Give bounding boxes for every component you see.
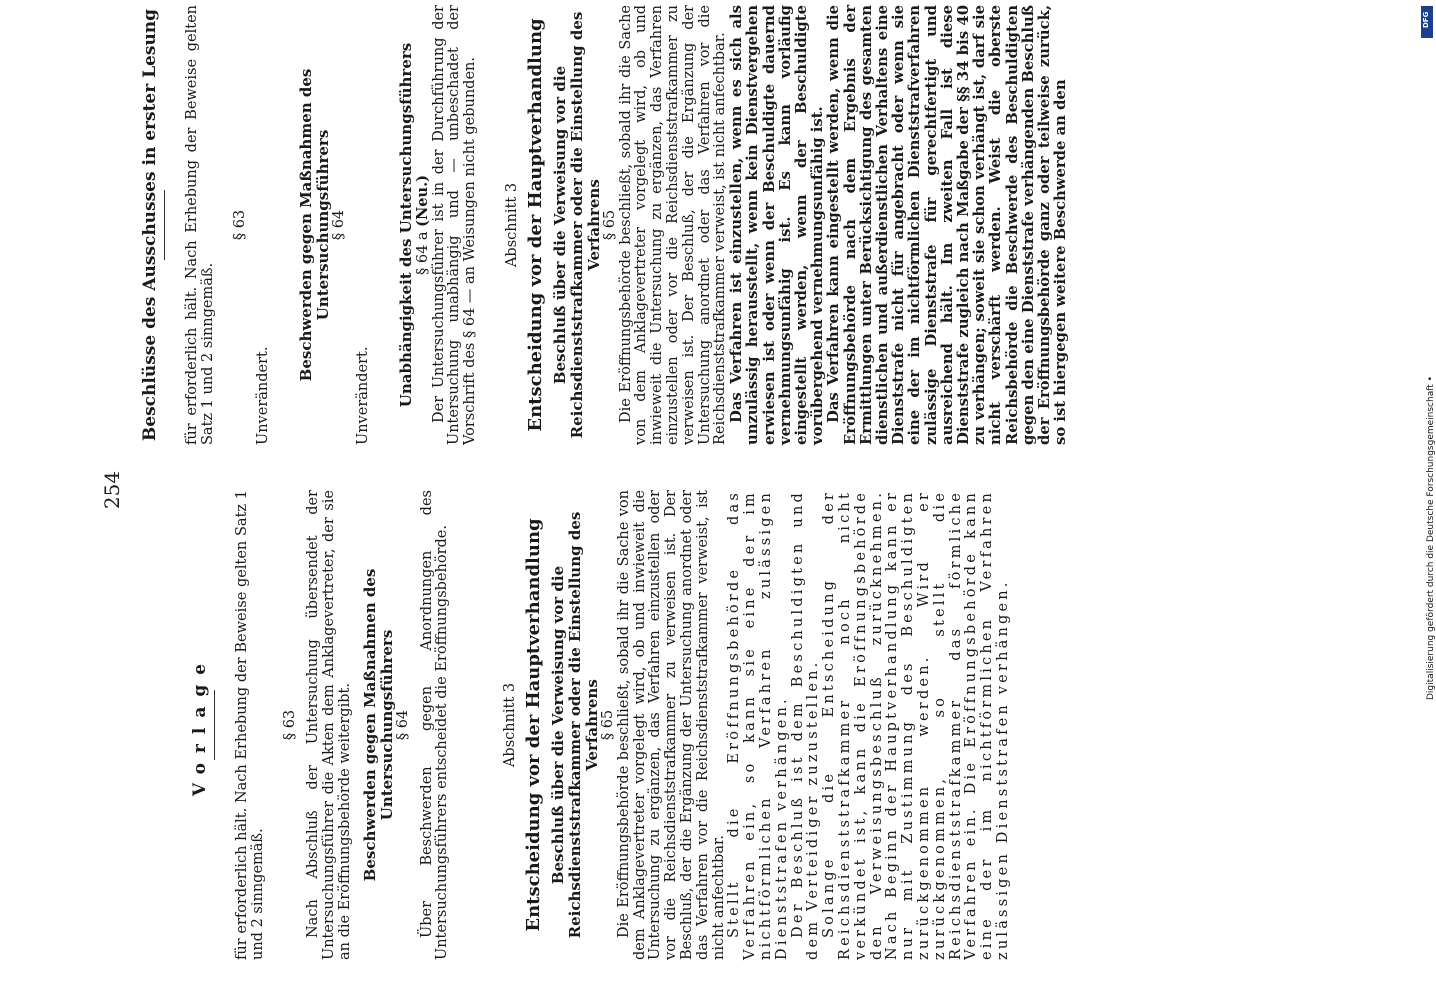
section-label-63: § 63 bbox=[231, 209, 248, 241]
section-label-65: § 65 bbox=[599, 709, 616, 741]
funding-note-text: Digitalisierung gefördert durch die Deutsche Forschungsgemeinschaft • bbox=[1426, 376, 1436, 700]
section-65-paragraph-3: Der Beschluß ist dem Beschuldigten und dem Verteidiger zuzustellen. bbox=[789, 490, 822, 960]
section-label-63: § 63 bbox=[281, 709, 298, 741]
section-label-64: § 64 bbox=[331, 209, 348, 241]
abschnitt-title: Entscheidung vor der Hauptverhandlung bbox=[522, 518, 544, 932]
column-heading-vorlage: Vorlage bbox=[190, 653, 210, 797]
column-heading-beschluesse: Beschlüsse des Ausschusses in erster Lesung bbox=[140, 8, 160, 442]
section-title-64: Beschwerden gegen Maßnahmen des Untersuchungsführers bbox=[297, 68, 333, 382]
heading-rule bbox=[214, 690, 215, 760]
section-65-paragraph-4: Solange die Entscheidung der Reichsdienststrafkammer noch nicht verkündet ist, kann die Eröffnungsbehörde den Verweisungsbeschluß zurücknehmen. Nach Beginn der Hauptverhandlung kann er nur mit Zustimmung des Beschuldigten zurückgenommen werden. Wird er zurückgenommen, so stellt die Reichsdienststrafkammer das förmliche Verfahren ein. Die Eröffnungsbehörde kann eine der im nichtförmlichen Verfahren zulässigen Dienststrafen verhängen. bbox=[821, 490, 1011, 960]
abschnitt-label: Abschnitt 3 bbox=[502, 682, 519, 768]
section-65-paragraph-3: Das Verfahren kann eingestellt werden, wenn die Eröffnungsbehörde nach dem Ergebnis der Ermittlungen unter Berücksichtigung des gesamten dienstlichen und außerdienstlichen Verhaltens eine Dienststrafe nicht für angebracht oder wenn sie eine der im nichtförmlichen Dienststrafverfahren zulässige Dienststrafe für gerechtfertigt und ausreichend hält. Im zweiten Fall ist diese Dienststrafe zugleich nach Maßgabe der §§ 34 bis 40 zu verhängen; soweit sie schon verhängt ist, darf sie nicht verschärft werden. Weist die oberste Reichsbehörde die Beschwerde des Beschuldigten gegen den eine Dienststrafe verhängenden Beschluß der Eröffnungsbehörde ganz oder teilweise zurück, so ist hiergegen weitere Beschwerde an den bbox=[825, 5, 1070, 445]
section-65-paragraph-2: Stellt die Eröffnungsbehörde das Verfahren ein, so kann sie eine der im nichtförmlichen Verfahren zulässigen Dienststrafen verhängen. bbox=[726, 490, 790, 960]
section-65-paragraph-2: Das Verfahren ist einzustellen, wenn es sich als unzulässig herausstellt, wenn kein Dienstvergehen erwiesen ist oder wenn der Beschuldigte dauernd vernehmungsunfähig ist. Es kann vorläufig eingestellt werden, wenn der Beschuldigte vorübergehend vernehmungsunfähig ist. bbox=[728, 5, 827, 445]
section-title-65: Beschluß über die Verweisung vor die Reichsdienststrafkammer oder die Einstellung des Verfahrens bbox=[548, 511, 601, 939]
section-text-63: Nach Abschluß der Untersuchung übersendet der Untersuchungsführer die Akten dem Anklagevertreter, der sie an die Eröffnungsbehörde weitergibt. bbox=[305, 490, 353, 960]
section-label-64: § 64 bbox=[394, 709, 411, 741]
section-65-paragraph-1: Die Eröffnungsbehörde beschließt, sobald ihr die Sache von dem Anklagevertreter vorgelegt wird, ob und inwieweit die Untersuchung zu ergänzen, das Verfahren einzustellen oder vor die Reichsdienststrafkammer zu verweisen ist. Der Beschluß, der die Ergänzung der Untersuchung anordnet oder das Verfahren vor die Reichsdienststrafkammer verweist, ist nicht anfechtbar. bbox=[615, 490, 727, 960]
new-marker: (Neu.) bbox=[413, 175, 431, 227]
page-number: 254 bbox=[100, 470, 124, 510]
section-text-64: Über Beschwerden gegen Anordnungen des Untersuchungsführers entscheidet die Eröffnungsbehörde. bbox=[418, 490, 451, 960]
section-title-64: Beschwerden gegen Maßnahmen des Untersuchungsführers bbox=[360, 568, 396, 882]
section-label-64a: § 64 a bbox=[414, 231, 431, 275]
section-title-65: Beschluß über die Verweisung vor die Reichsdienststrafkammer oder die Einstellung des Verfahrens bbox=[550, 11, 603, 439]
intro-text: für erforderlich hält. Nach Erhebung der Beweise gelten Satz 1 und 2 sinngemäß. bbox=[184, 5, 216, 445]
dfg-logo bbox=[1421, 6, 1433, 38]
document-page bbox=[100, 0, 1300, 1000]
section-65-paragraph-1: Die Eröffnungsbehörde beschließt, sobald ihr die Sache von dem Anklagevertreter vorgelegt wird, ob und inwieweit die Untersuchung zu ergänzen, das Verfahren einzustellen oder vor die Reichsdienststrafkammer zu verweisen ist. Der Beschluß, der die Ergänzung der Untersuchung anordnet oder das Verfahren vor die Reichsdienststrafkammer verweist, ist nicht anfechtbar. bbox=[617, 5, 729, 445]
intro-text: für erforderlich hält. Nach Erhebung der Beweise gelten Satz 1 und 2 sinngemäß. bbox=[234, 490, 266, 960]
section-text-64a: Der Untersuchungsführer ist in der Durchführung der Untersuchung unabhängig und — unbeschadet der Vorschrift des § 64 — an Weisungen nicht gebunden. bbox=[430, 5, 479, 445]
abschnitt-title: Entscheidung vor der Hauptverhandlung bbox=[524, 18, 546, 432]
section-text-64: Unverändert. bbox=[354, 346, 371, 445]
section-label-65: § 65 bbox=[601, 209, 618, 241]
section-title-64a: Unabhängigkeit des Untersuchungsführers bbox=[396, 42, 415, 408]
heading-rule bbox=[164, 190, 165, 260]
column-beschluesse bbox=[140, 5, 1069, 445]
section-text-63: Unverändert. bbox=[255, 346, 272, 445]
column-vorlage bbox=[190, 490, 1012, 960]
digitization-note bbox=[1410, 0, 1434, 1000]
dfg-logo-text: DFG bbox=[1422, 11, 1430, 28]
abschnitt-label: Abschnitt 3 bbox=[503, 182, 520, 268]
